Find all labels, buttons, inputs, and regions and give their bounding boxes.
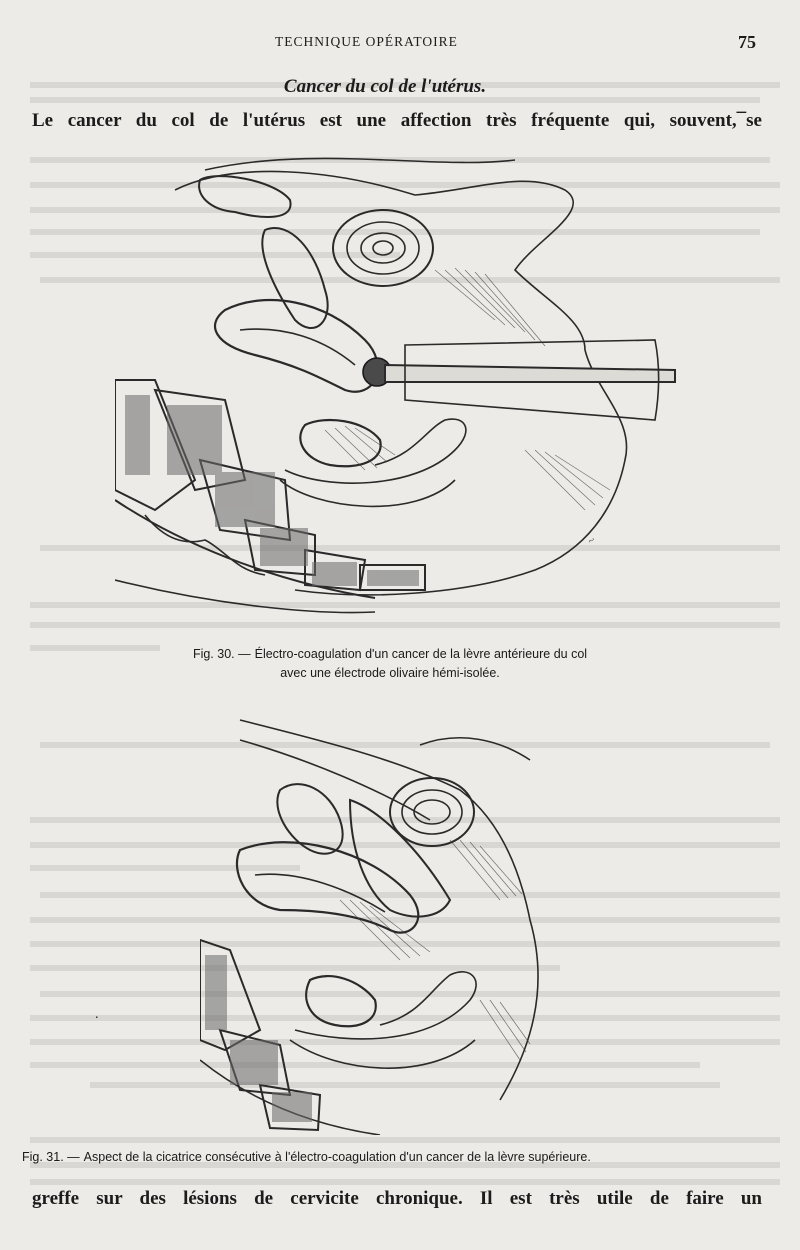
stray-mark: .: [95, 1007, 99, 1022]
body-text-last-line: greffe sur des lésions de cervicite chronique. Il est très utile de faire un: [32, 1188, 762, 1209]
figure-31-illustration: [200, 700, 620, 1135]
page-number: 75: [738, 32, 756, 52]
running-head: TECHNIQUE OPÉRATOIRE: [275, 34, 458, 49]
page-header: [0, 32, 800, 56]
figure-30-caption-line2: avec une électrode olivaire hémi-isolée.: [280, 666, 500, 680]
figure-30-number: Fig. 30. —: [192, 647, 251, 661]
svg-text:~: ~: [585, 534, 598, 548]
figure-31-caption-line1: Aspect de la cicatrice consécutive à l'électro-coagulation d'un cancer de la lèvre supérieure.: [83, 1150, 591, 1164]
figure-31-number: Fig. 31. —: [22, 1150, 80, 1164]
anatomical-sagittal-section-drawing-2: [200, 700, 620, 1135]
body-text-first-line: Le cancer du col de l'utérus est une affection très fréquente qui, souvent,¯se: [32, 110, 762, 131]
anatomical-sagittal-section-drawing: [115, 150, 695, 620]
figure-31-caption: [22, 1150, 591, 1164]
section-title: Cancer du col de l'utérus.: [283, 76, 487, 97]
figure-30-illustration: [115, 150, 695, 620]
figure-30-caption-line1: Électro-coagulation d'un cancer de la lèvre antérieure du col: [254, 647, 588, 661]
figure-30-caption: [0, 645, 780, 683]
